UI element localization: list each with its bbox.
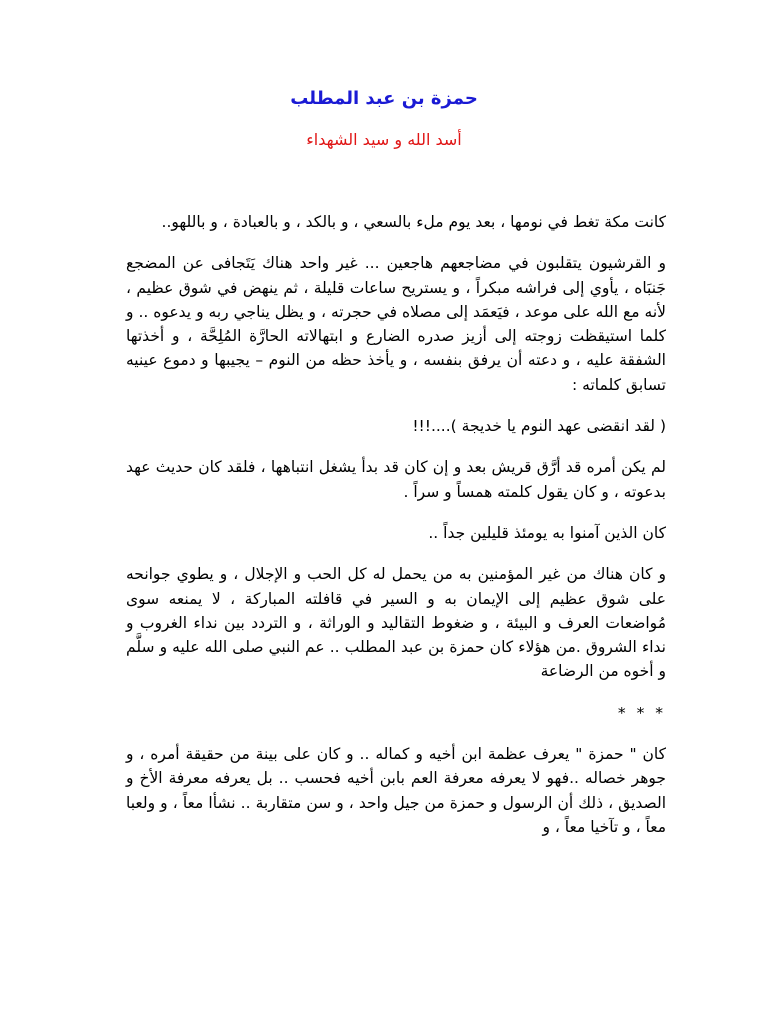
- section-separator: * * *: [617, 703, 666, 722]
- document-body: [126, 210, 666, 856]
- paragraph: و كان هناك من غير المؤمنين به من يحمل له كل الحب و الإجلال ، و يطوي جوانحه على شوق عظيم إلى الإيمان به و السير في قافلته المباركة ، لا يمنعه سوى مُواضعات العرف و البيئة ، و ضغوط التقاليد و الوراثة ، و التردد بين نداء الغروب و نداء الشروق .من هؤلاء كان حمزة بن عبد المطلب .. عم النبي صلى الله عليه و سلَّم و أخوه من الرضاعة: [126, 565, 666, 681]
- paragraph: لم يكن أمره قد أرَّق قريش بعد و إن كان قد بدأ يشغل انتباهها ، فلقد كان حديث عهد بدعوته ، و كان يقول كلمته همساً و سراً .: [126, 458, 666, 501]
- quote-paragraph: ( لقد انقضى عهد النوم يا خديجة )....!!!: [412, 417, 666, 436]
- page-title: حمزة بن عبد المطلب: [290, 88, 478, 109]
- paragraph: و القرشيون يتقلبون في مضاجعهم هاجعين ... غير واحد هناك يَتَجافى عن المضجع جَنبَاه ، يأوي إلى فراشه مبكراً ، و يستريح ساعات قليلة ، ثم ينهض في شوق عظيم ، لأنه مع الله على موعد ، فيَعمَد إلى مصلاه في حجرته ، و يظل يناجي ربه و يدعوه .. و كلما استيقظت زوجته إلى أزيز صدره الضارع و ابتهالاته الحارَّة المُلِحَّة ، و أخذتها الشفقة عليه ، و دعته أن يرفق بنفسه ، و يأخذ حظه من النوم – يجيبها و دموع عينيه تسابق كلماته :: [126, 254, 666, 394]
- paragraph: كان " حمزة " يعرف عظمة ابن أخيه و كماله .. و كان على بينة من حقيقة أمره ، و جوهر خصاله ..فهو لا يعرفه معرفة العم بابن أخيه فحسب .. بل يعرفه معرفة الأخ و الصديق ، ذلك أن الرسول و حمزة من جيل واحد ، و سن متقاربة .. نشأا معاً ، و ولعبا معاً ، و تآخيا معاً ، و: [126, 745, 666, 836]
- page-subtitle: أسد الله و سيد الشهداء: [306, 130, 462, 149]
- paragraph: كانت مكة تغط في نومها ، بعد يوم ملء بالسعي ، و بالكد ، و بالعبادة ، و باللهو..: [161, 213, 666, 231]
- paragraph: كان الذين آمنوا به يومئذ قليلين جداً ..: [428, 523, 666, 542]
